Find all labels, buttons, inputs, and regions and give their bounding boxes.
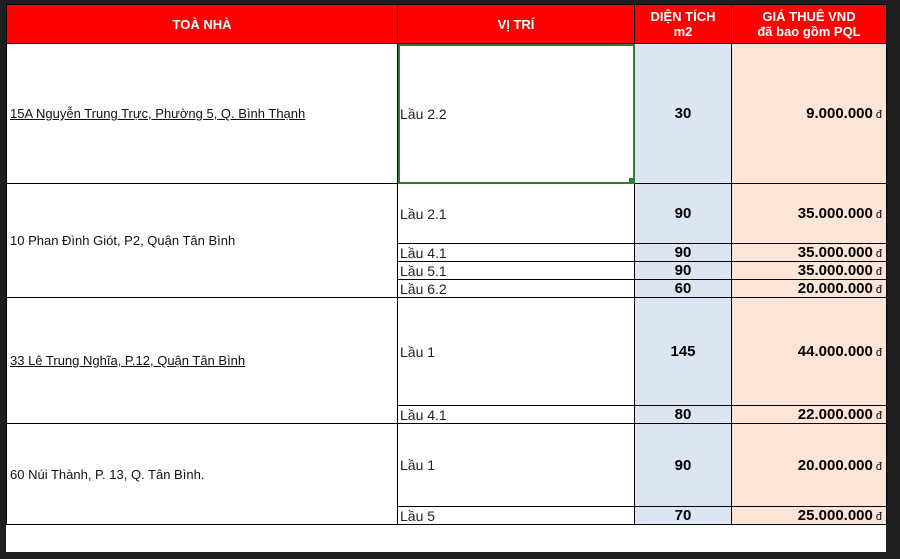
building-name-cell[interactable]: 15A Nguyễn Trung Trực, Phường 5, Q. Bình Thạnh	[7, 44, 398, 184]
price-cell[interactable]	[732, 424, 887, 507]
price-cell[interactable]	[732, 507, 887, 525]
position-cell-selected[interactable]	[398, 44, 635, 184]
header-price-line2: đã bao gồm PQL	[757, 24, 861, 39]
area-cell[interactable]: 145	[635, 298, 732, 406]
price-value: 44.000.000	[797, 343, 873, 360]
position-cell[interactable]: Lầu 1	[398, 424, 635, 507]
position-cell[interactable]: Lầu 2.1	[398, 184, 635, 244]
area-cell[interactable]: 30	[635, 44, 732, 184]
header-row	[7, 5, 887, 44]
currency-symbol: đ	[875, 248, 882, 260]
area-cell[interactable]: 90	[635, 244, 732, 262]
currency-symbol: đ	[875, 109, 882, 121]
area-cell[interactable]: 70	[635, 507, 732, 525]
currency-symbol: đ	[875, 266, 882, 278]
spreadsheet	[6, 4, 886, 552]
position-cell[interactable]: Lầu 6.2	[398, 280, 635, 298]
price-value: 9.000.000	[806, 105, 873, 122]
price-cell[interactable]	[732, 184, 887, 244]
building-name-cell[interactable]: 33 Lê Trung Nghĩa, P.12, Quận Tân Bình	[7, 298, 398, 424]
header-area-line2: m2	[673, 24, 693, 39]
table-row	[7, 184, 887, 244]
currency-symbol: đ	[875, 209, 882, 221]
area-cell[interactable]: 80	[635, 406, 732, 424]
currency-symbol: đ	[875, 511, 882, 523]
position-cell[interactable]: Lầu 1	[398, 298, 635, 406]
price-cell[interactable]	[732, 244, 887, 262]
building-name-cell[interactable]: 60 Núi Thành, P. 13, Q. Tân Bình.	[7, 424, 398, 525]
position-cell[interactable]: Lầu 5.1	[398, 262, 635, 280]
area-cell[interactable]: 90	[635, 184, 732, 244]
table-row	[7, 298, 887, 406]
header-area[interactable]	[635, 5, 732, 44]
fill-handle[interactable]	[629, 178, 635, 184]
position-cell[interactable]: Lầu 4.1	[398, 244, 635, 262]
header-area-line1: DIỆN TÍCH	[650, 9, 716, 24]
price-value: 35.000.000	[797, 262, 873, 279]
area-cell[interactable]: 90	[635, 262, 732, 280]
position-text: Lầu 2.2	[400, 105, 447, 122]
currency-symbol: đ	[875, 347, 882, 359]
position-cell[interactable]: Lầu 5	[398, 507, 635, 525]
price-value: 20.000.000	[797, 456, 873, 474]
currency-symbol: đ	[875, 284, 882, 296]
price-value: 20.000.000	[797, 280, 873, 297]
header-building[interactable]: TOÀ NHÀ	[7, 5, 398, 44]
price-cell[interactable]	[732, 44, 887, 184]
position-cell[interactable]: Lầu 4.1	[398, 406, 635, 424]
header-position[interactable]: VỊ TRÍ	[398, 5, 635, 44]
price-value: 35.000.000	[797, 244, 873, 261]
header-price-line1: GIÁ THUÊ VND	[762, 9, 856, 24]
table-row	[7, 424, 887, 507]
area-cell[interactable]: 90	[635, 424, 732, 507]
area-cell[interactable]: 60	[635, 280, 732, 298]
price-value: 25.000.000	[797, 507, 873, 524]
rental-table	[6, 4, 887, 525]
price-cell[interactable]	[732, 262, 887, 280]
header-price[interactable]	[732, 5, 887, 44]
price-value: 35.000.000	[797, 205, 873, 222]
price-cell[interactable]	[732, 298, 887, 406]
price-cell[interactable]	[732, 280, 887, 298]
price-value: 22.000.000	[797, 406, 873, 423]
currency-symbol: đ	[875, 410, 882, 422]
price-cell[interactable]	[732, 406, 887, 424]
building-name-cell[interactable]: 10 Phan Đình Giót, P2, Quận Tân Bình	[7, 184, 398, 298]
table-row	[7, 44, 887, 184]
currency-symbol: đ	[875, 460, 882, 473]
